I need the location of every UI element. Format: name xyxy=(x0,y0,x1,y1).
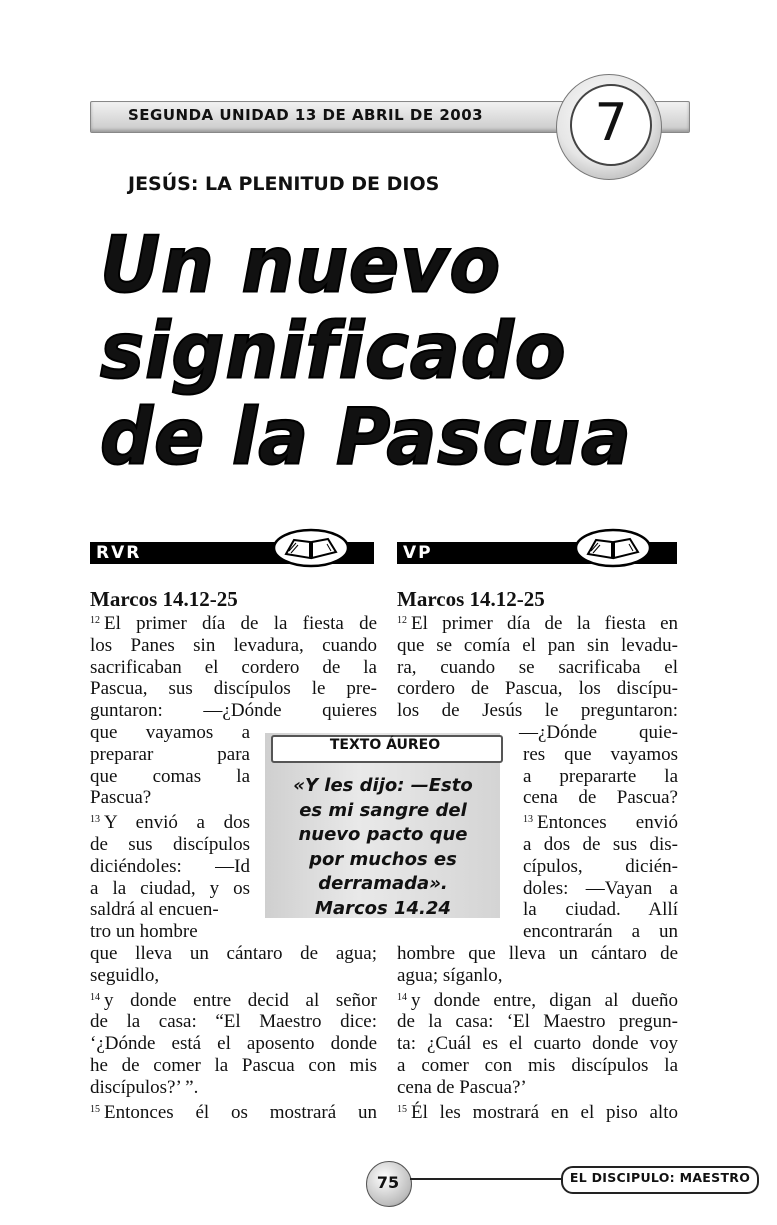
verse-line: de la casa: “El Maestro dice: xyxy=(90,1011,377,1033)
verse-line: Pascua? xyxy=(90,787,152,809)
verse-line: cípulos, dicién- xyxy=(523,855,678,877)
verse-line: sacrificaban el cordero de la xyxy=(90,656,377,678)
verse-line: de la casa: ‘El Maestro pregun- xyxy=(397,1011,678,1033)
golden-text-quote xyxy=(270,774,496,921)
open-book-icon xyxy=(574,528,652,568)
lesson-title xyxy=(100,219,632,483)
verse-line: ‘¿Dónde está el aposento donde xyxy=(90,1033,377,1055)
verse-number: 13 xyxy=(523,814,533,826)
verse-line: seguidlo, xyxy=(90,964,160,986)
verse-line: res que vayamos xyxy=(523,743,678,765)
verse-line: —¿Dónde quie- xyxy=(519,721,678,743)
verse-line: que lleva un cántaro de agua; xyxy=(90,942,377,964)
verse-line: preparar para xyxy=(90,743,250,765)
verse-number: 12 xyxy=(397,615,407,626)
verse-line: de sus discípulos xyxy=(90,833,250,855)
scripture-reference: Marcos 14.12-25 xyxy=(90,587,238,611)
unit-theme: JESÚS: LA PLENITUD DE DIOS xyxy=(128,173,440,195)
quote-line: es mi sangre del xyxy=(299,799,467,821)
verse-line: diciéndoles: —Id xyxy=(90,855,250,877)
verse-number: 12 xyxy=(90,615,100,626)
quote-line: por muchos es xyxy=(309,848,457,870)
publication-label: EL DISCIPULO: MAESTRO xyxy=(569,1170,751,1185)
unit-date-line: SEGUNDA UNIDAD 13 DE ABRIL DE 2003 xyxy=(128,106,484,124)
verse-line: que comas la xyxy=(90,765,250,787)
verse-line: a la ciudad, y os xyxy=(90,877,250,899)
quote-line: derramada». xyxy=(318,873,448,894)
title-line: de la Pascua xyxy=(100,392,632,483)
verse-line: guntaron: —¿Dónde quieres xyxy=(90,700,377,722)
title-line: Un nuevo xyxy=(100,219,502,311)
footer-rule xyxy=(410,1178,562,1180)
quote-citation: Marcos 14.24 xyxy=(315,897,451,919)
verse-line: cena de Pascua? xyxy=(523,787,678,809)
verse-line: $^{12}$ El primer día de la fiesta en xyxy=(397,613,678,634)
verse-line: encontrarán a un xyxy=(523,921,678,943)
verse-line: a prepararte la xyxy=(523,765,678,787)
version-label: VP xyxy=(403,543,433,563)
verse-line: Pascua, sus discípulos le pre- xyxy=(90,678,377,700)
quote-line: «Y les dijo: —Esto xyxy=(293,775,473,796)
verse-line: que se comía el pan sin levadu- xyxy=(397,634,678,656)
verse-line: a dos de sus dis- xyxy=(523,833,678,855)
verse-number: 15 xyxy=(397,1103,407,1115)
page-number: 75 xyxy=(376,1173,400,1192)
verse-line: la ciudad. Allí xyxy=(523,899,678,921)
verse-line: tro un hombre xyxy=(90,921,198,943)
verse-line: $^{15}$ Entonces él os mostrará un xyxy=(90,1101,377,1123)
verse-line: $^{13}$ Y envió a dos xyxy=(90,812,250,834)
verse-line: $^{12}$ El primer día de la fiesta de xyxy=(90,613,377,634)
title-line: significado xyxy=(100,306,567,397)
verse-line: ra, cuando se sacrificaba el xyxy=(397,656,678,678)
verse-line: los de Jesús le preguntaron: xyxy=(397,700,678,722)
verse-line: doles: —Vayan a xyxy=(523,877,678,899)
verse-line: a comer con mis discípulos la xyxy=(397,1054,678,1076)
verse-line: cena de Pascua?’ xyxy=(397,1076,527,1098)
quote-line: nuevo pacto que xyxy=(298,824,468,845)
verse-line: los Panes sin levadura, cuando xyxy=(90,634,377,656)
verse-number: 13 xyxy=(90,814,100,826)
scripture-reference: Marcos 14.12-25 xyxy=(397,587,545,611)
version-label: RVR xyxy=(96,543,142,563)
verse-line: ta: ¿Cuál es el cuarto donde voy xyxy=(397,1033,678,1055)
golden-text-title: TEXTO ÁUREO xyxy=(329,737,441,753)
verse-line: $^{15}$ Él les mostrará en el piso alto xyxy=(397,1101,678,1123)
verse-line: agua; síganlo, xyxy=(397,964,503,986)
open-book-icon xyxy=(272,528,350,568)
verse-line: $^{13}$ Entonces envió xyxy=(523,812,678,834)
verse-line: he de comer la Pascua con mis xyxy=(90,1054,377,1076)
verse-line: que vayamos a xyxy=(90,721,250,743)
verse-line: $^{14}$ y donde entre, digan al dueño xyxy=(397,989,678,1011)
verse-line: cordero de Pascua, los discípu- xyxy=(397,678,678,700)
verse-number: 15 xyxy=(90,1103,100,1115)
verse-line: saldrá al encuen- xyxy=(90,899,219,921)
verse-number: 14 xyxy=(397,991,407,1003)
verse-number: 14 xyxy=(90,991,100,1003)
verse-line: $^{14}$ y donde entre decid al señor xyxy=(90,989,377,1011)
verse-line: discípulos?’ ”. xyxy=(90,1076,199,1098)
lesson-number: 7 xyxy=(594,93,628,153)
verse-line: hombre que lleva un cántaro de xyxy=(397,942,678,964)
